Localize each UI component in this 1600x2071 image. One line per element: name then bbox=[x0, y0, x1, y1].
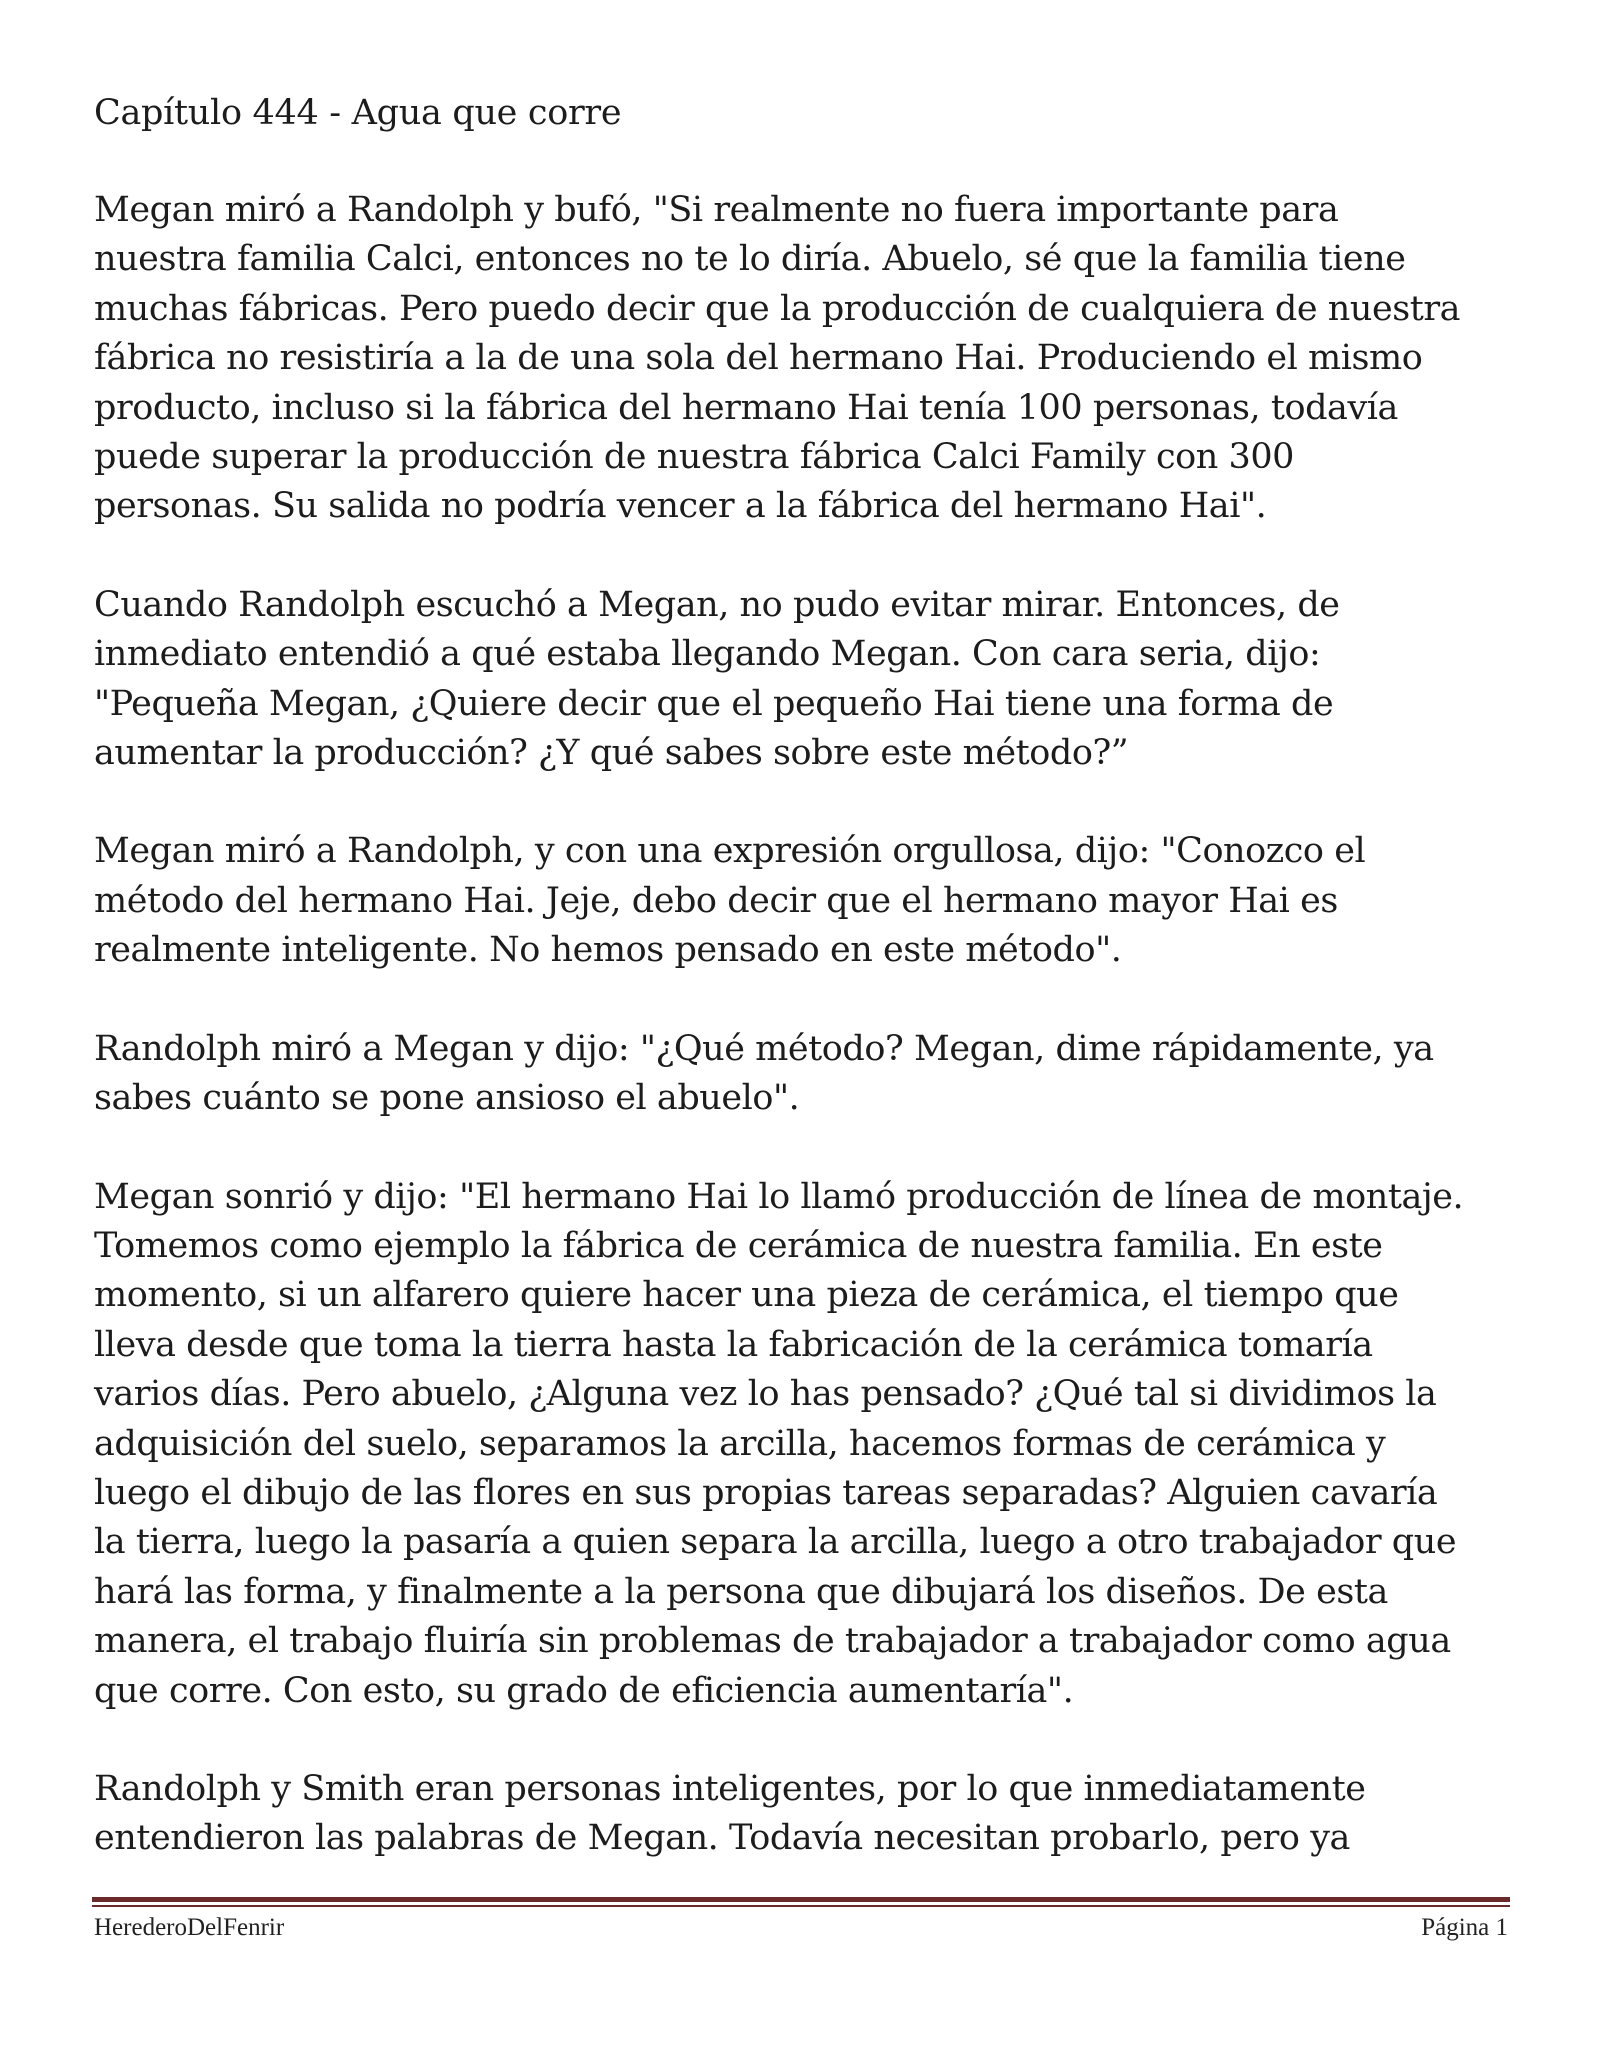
chapter-title: Capítulo 444 - Agua que corre bbox=[94, 93, 622, 133]
paragraph-line: sabes cuánto se pone ansioso el abuelo". bbox=[94, 1078, 800, 1119]
footer-page-number: Página 1 bbox=[1421, 1914, 1508, 1941]
paragraph-line: fábrica no resistiría a la de una sola del hermano Hai. Produciendo el mismo bbox=[94, 338, 1423, 379]
paragraph-line: varios días. Pero abuelo, ¿Alguna vez lo has pensado? ¿Qué tal si dividimos la bbox=[94, 1374, 1437, 1415]
footer-divider-thin bbox=[92, 1905, 1510, 1907]
paragraph-2 bbox=[94, 581, 1524, 779]
paragraph-1 bbox=[94, 186, 1524, 532]
paragraph-6 bbox=[94, 1765, 1524, 1864]
paragraph-3 bbox=[94, 827, 1524, 975]
paragraph-line: que corre. Con esto, su grado de eficiencia aumentaría". bbox=[94, 1670, 1074, 1711]
paragraph-line: Cuando Randolph escuchó a Megan, no pudo evitar mirar. Entonces, de bbox=[94, 584, 1340, 625]
paragraph-line: muchas fábricas. Pero puedo decir que la producción de cualquiera de nuestra bbox=[94, 288, 1461, 329]
paragraph-line: inmediato entendió a qué estaba llegando Megan. Con cara seria, dijo: bbox=[94, 634, 1321, 675]
paragraph-line: luego el dibujo de las flores en sus propias tareas separadas? Alguien cavaría bbox=[94, 1472, 1438, 1513]
paragraph-line: lleva desde que toma la tierra hasta la fabricación de la cerámica tomaría bbox=[94, 1324, 1373, 1365]
paragraph-line: Megan miró a Randolph y bufó, "Si realmente no fuera importante para bbox=[94, 190, 1339, 230]
paragraph-line: Randolph y Smith eran personas inteligentes, por lo que inmediatamente bbox=[94, 1768, 1366, 1809]
page-body bbox=[94, 88, 1524, 1913]
footer-author: HerederoDelFenrir bbox=[94, 1914, 285, 1941]
paragraph-line: nuestra familia Calci, entonces no te lo diría. Abuelo, sé que la familia tiene bbox=[94, 239, 1406, 280]
paragraph-5 bbox=[94, 1173, 1524, 1716]
page-footer bbox=[94, 1914, 1508, 1948]
footer-divider-thick bbox=[92, 1897, 1510, 1902]
paragraph-line: hará las forma, y finalmente a la persona que dibujará los diseños. De esta bbox=[94, 1571, 1388, 1612]
paragraph-line: método del hermano Hai. Jeje, debo decir que el hermano mayor Hai es bbox=[94, 880, 1338, 921]
paragraph-line: "Pequeña Megan, ¿Quiere decir que el pequeño Hai tiene una forma de bbox=[94, 683, 1334, 724]
paragraph-line: personas. Su salida no podría vencer a la fábrica del hermano Hai". bbox=[94, 486, 1267, 527]
paragraph-line: manera, el trabajo fluiría sin problemas de trabajador a trabajador como agua bbox=[94, 1621, 1451, 1662]
paragraph-line: puede superar la producción de nuestra fábrica Calci Family con 300 bbox=[94, 437, 1294, 478]
paragraph-line: producto, incluso si la fábrica del hermano Hai tenía 100 personas, todavía bbox=[94, 387, 1398, 428]
paragraph-line: Megan miró a Randolph, y con una expresión orgullosa, dijo: "Conozco el bbox=[94, 831, 1366, 872]
paragraph-4 bbox=[94, 1025, 1524, 1124]
paragraph-line: Megan sonrió y dijo: "El hermano Hai lo llamó producción de línea de montaje. bbox=[94, 1176, 1464, 1217]
paragraph-line: Tomemos como ejemplo la fábrica de cerámica de nuestra familia. En este bbox=[94, 1225, 1383, 1266]
paragraph-line: momento, si un alfarero quiere hacer una pieza de cerámica, el tiempo que bbox=[94, 1275, 1399, 1316]
paragraph-line: Randolph miró a Megan y dijo: "¿Qué método? Megan, dime rápidamente, ya bbox=[94, 1028, 1434, 1069]
paragraph-line: adquisición del suelo, separamos la arcilla, hacemos formas de cerámica y bbox=[94, 1423, 1386, 1464]
paragraph-line: realmente inteligente. No hemos pensado en este método". bbox=[94, 930, 1122, 971]
paragraph-line: aumentar la producción? ¿Y qué sabes sobre este método?” bbox=[94, 733, 1129, 774]
paragraph-line: entendieron las palabras de Megan. Todavía necesitan probarlo, pero ya bbox=[94, 1818, 1350, 1859]
paragraph-line: la tierra, luego la pasaría a quien separa la arcilla, luego a otro trabajador que bbox=[94, 1522, 1457, 1563]
